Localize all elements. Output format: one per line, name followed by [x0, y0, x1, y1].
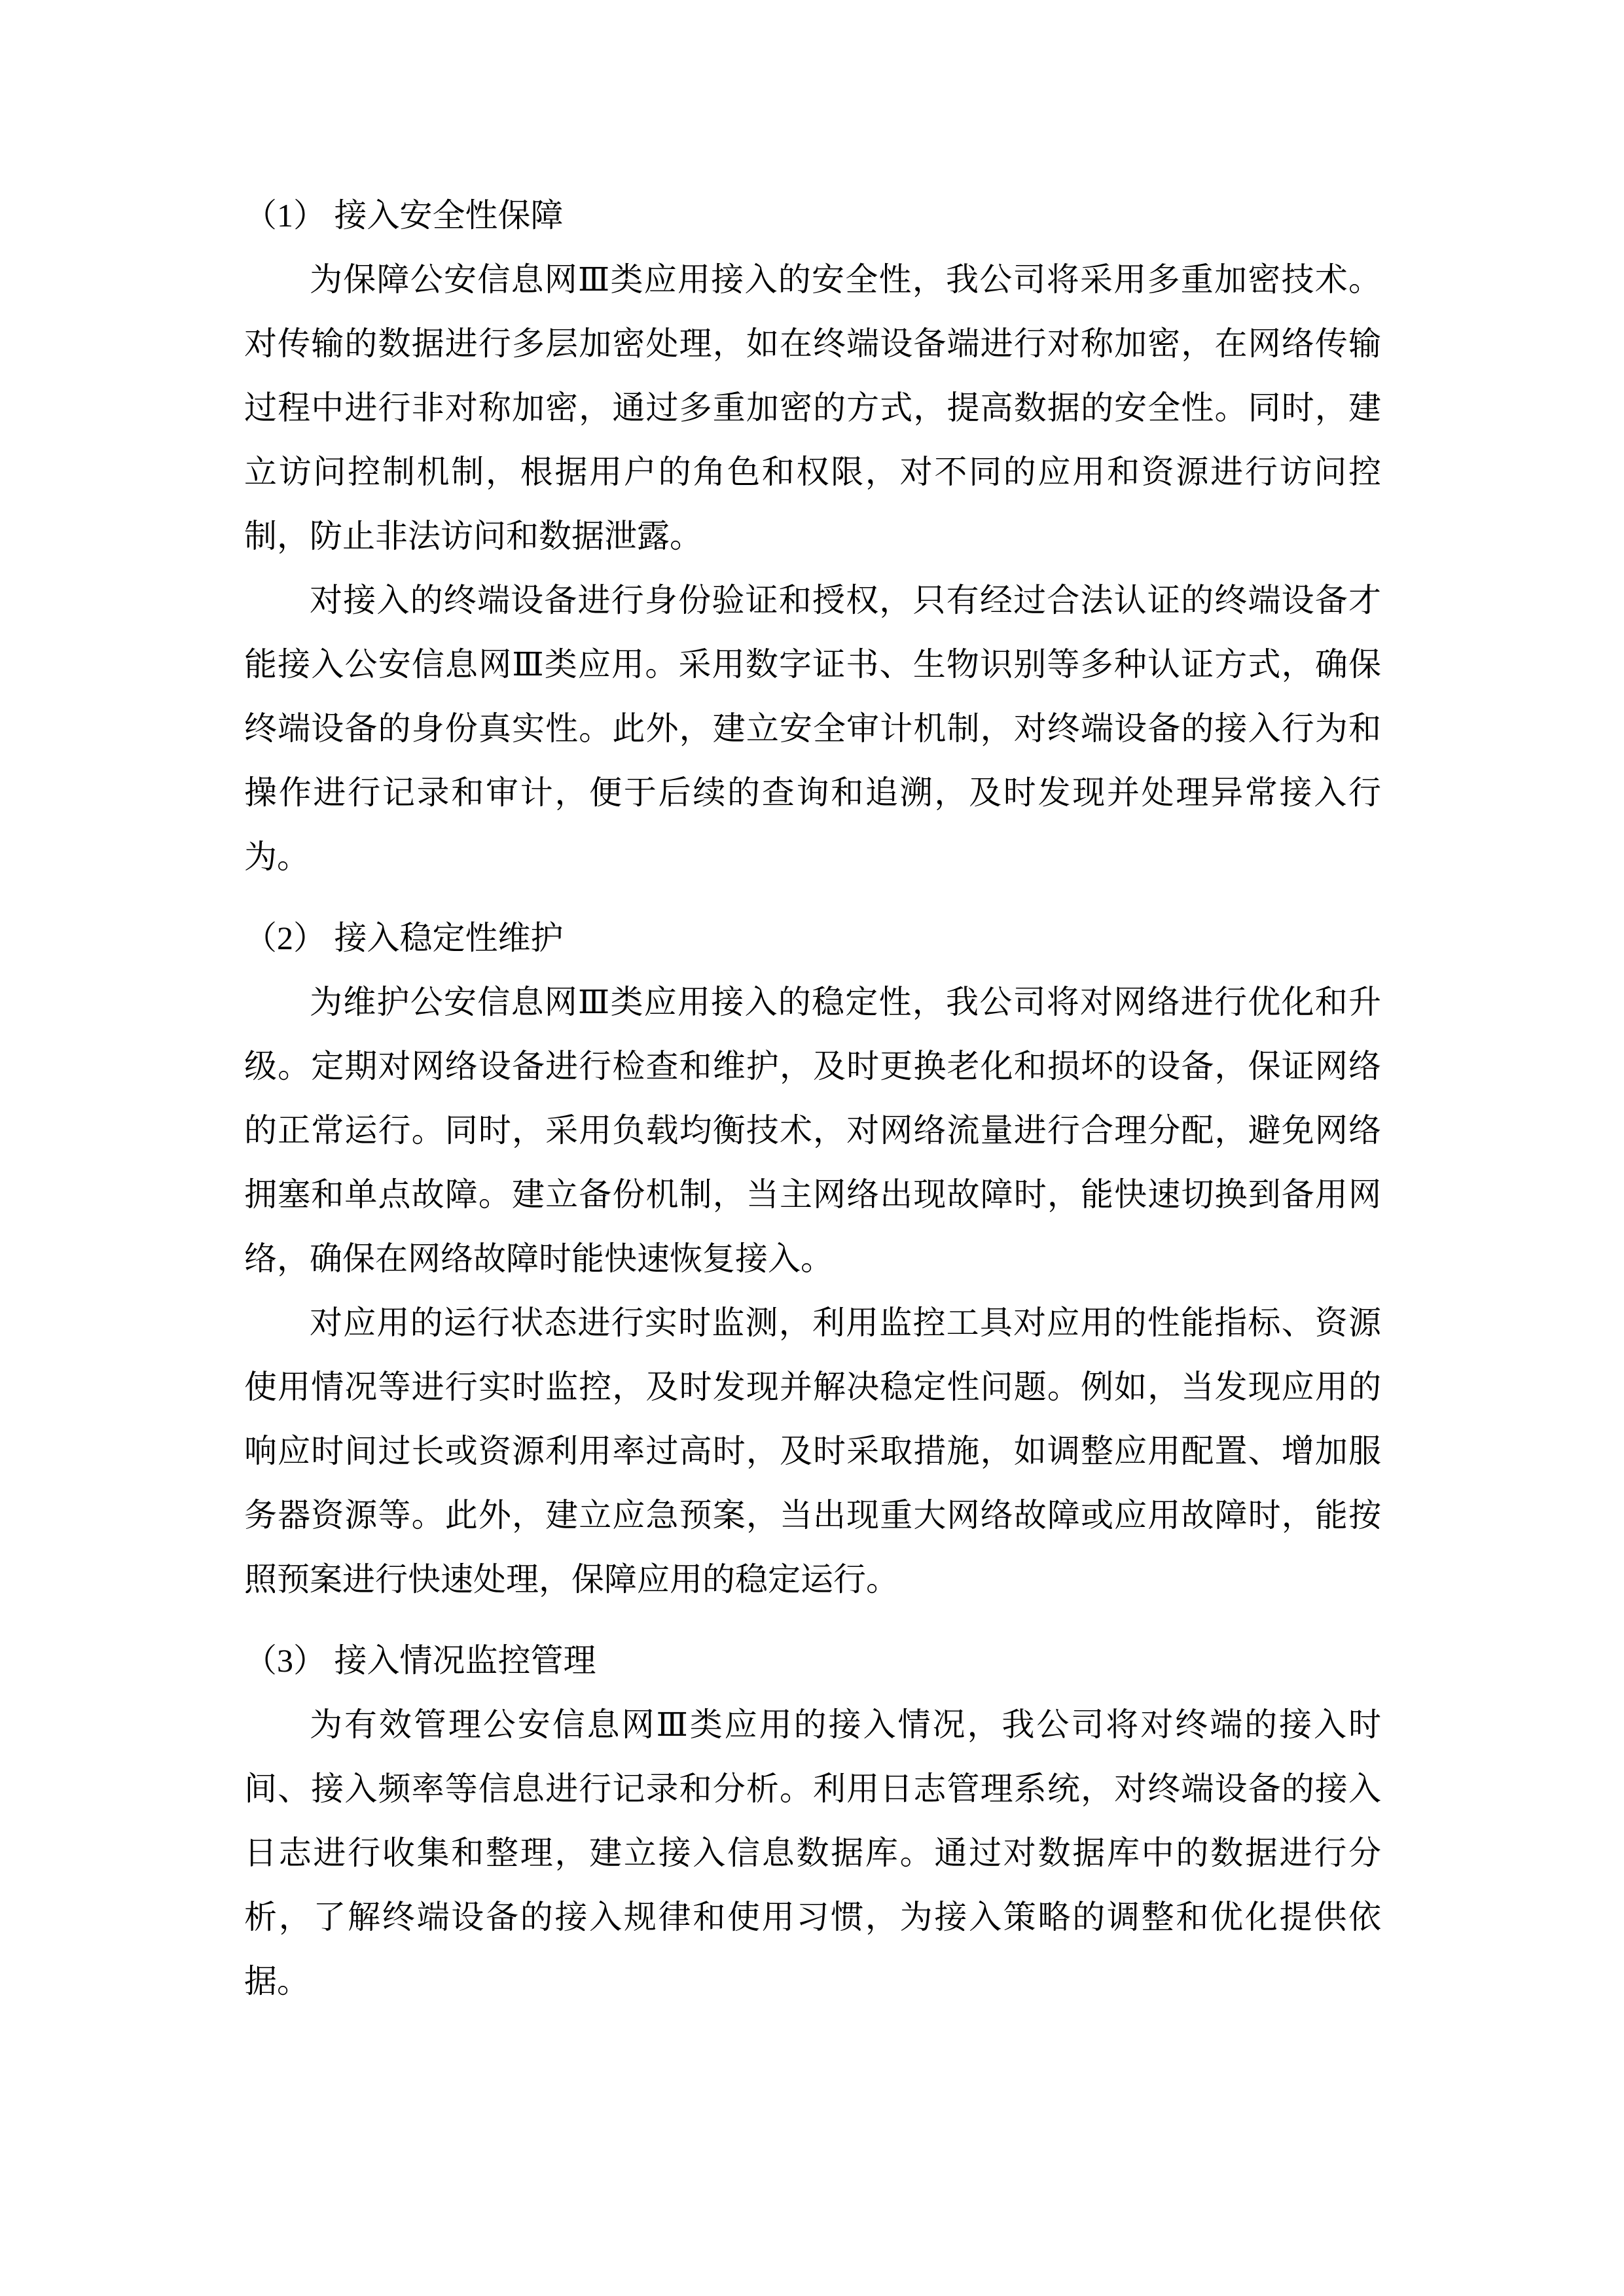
paragraph [244, 247, 1381, 568]
paragraph [244, 1693, 1381, 2013]
paragraph-line: 日志进行收集和整理，建立接入信息数据库。通过对数据库中的数据进行分 [244, 1835, 1381, 1871]
document-body [244, 183, 1381, 2013]
section-1-heading: （1） 接入安全性保障 [244, 197, 564, 234]
paragraph-line: 的正常运行。同时，采用负载均衡技术，对网络流量进行合理分配，避免网络 [244, 1112, 1381, 1149]
paragraph-line: 响应时间过长或资源利用率过高时，及时采取措施，如调整应用配置、增加服 [244, 1433, 1381, 1469]
paragraph [244, 1291, 1381, 1611]
paragraph-line: 立访问控制机制，根据用户的角色和权限，对不同的应用和资源进行访问控 [244, 454, 1381, 490]
paragraph-line: 为维护公安信息网Ⅲ类应用接入的稳定性，我公司将对网络进行优化和升 [310, 984, 1381, 1020]
paragraph-line: 能接入公安信息网Ⅲ类应用。采用数字证书、生物识别等多种认证方式，确保 [244, 646, 1381, 683]
paragraph-line: 制，防止非法访问和数据泄露。 [244, 518, 702, 554]
paragraph-line: 拥塞和单点故障。建立备份机制，当主网络出现故障时，能快速切换到备用网 [244, 1176, 1381, 1213]
section-3-heading: （3） 接入情况监控管理 [244, 1642, 596, 1679]
paragraph-line: 间、接入频率等信息进行记录和分析。利用日志管理系统，对终端设备的接入 [244, 1770, 1381, 1807]
paragraph-line: 对接入的终端设备进行身份验证和授权，只有经过合法认证的终端设备才 [310, 582, 1381, 619]
paragraph-line: 为。 [244, 838, 310, 875]
paragraph-line: 络，确保在网络故障时能快速恢复接入。 [244, 1240, 833, 1277]
paragraph-line: 过程中进行非对称加密，通过多重加密的方式，提高数据的安全性。同时，建 [244, 389, 1381, 426]
paragraph-line: 照预案进行快速处理，保障应用的稳定运行。 [244, 1561, 899, 1598]
paragraph-line: 据。 [244, 1963, 310, 2000]
paragraph-line: 为保障公安信息网Ⅲ类应用接入的安全性，我公司将采用多重加密技术。 [310, 261, 1381, 298]
paragraph-line: 务器资源等。此外，建立应急预案，当出现重大网络故障或应用故障时，能按 [244, 1497, 1381, 1534]
paragraph-line: 操作进行记录和审计，便于后续的查询和追溯，及时发现并处理异常接入行 [244, 774, 1381, 811]
section-2-heading: （2） 接入稳定性维护 [244, 920, 564, 956]
paragraph-line: 级。定期对网络设备进行检查和维护，及时更换老化和损坏的设备，保证网络 [244, 1048, 1381, 1085]
paragraph-line: 使用情况等进行实时监控，及时发现并解决稳定性问题。例如，当发现应用的 [244, 1369, 1381, 1405]
paragraph-line: 对应用的运行状态进行实时监测，利用监控工具对应用的性能指标、资源 [310, 1304, 1381, 1341]
paragraph-line: 对传输的数据进行多层加密处理，如在终端设备端进行对称加密，在网络传输 [244, 325, 1381, 362]
paragraph-line: 析，了解终端设备的接入规律和使用习惯，为接入策略的调整和优化提供依 [244, 1899, 1381, 1935]
paragraph [244, 568, 1381, 889]
paragraph [244, 970, 1381, 1291]
paragraph-line: 终端设备的身份真实性。此外，建立安全审计机制，对终端设备的接入行为和 [244, 710, 1381, 747]
paragraph-line: 为有效管理公安信息网Ⅲ类应用的接入情况，我公司将对终端的接入时 [310, 1706, 1381, 1743]
